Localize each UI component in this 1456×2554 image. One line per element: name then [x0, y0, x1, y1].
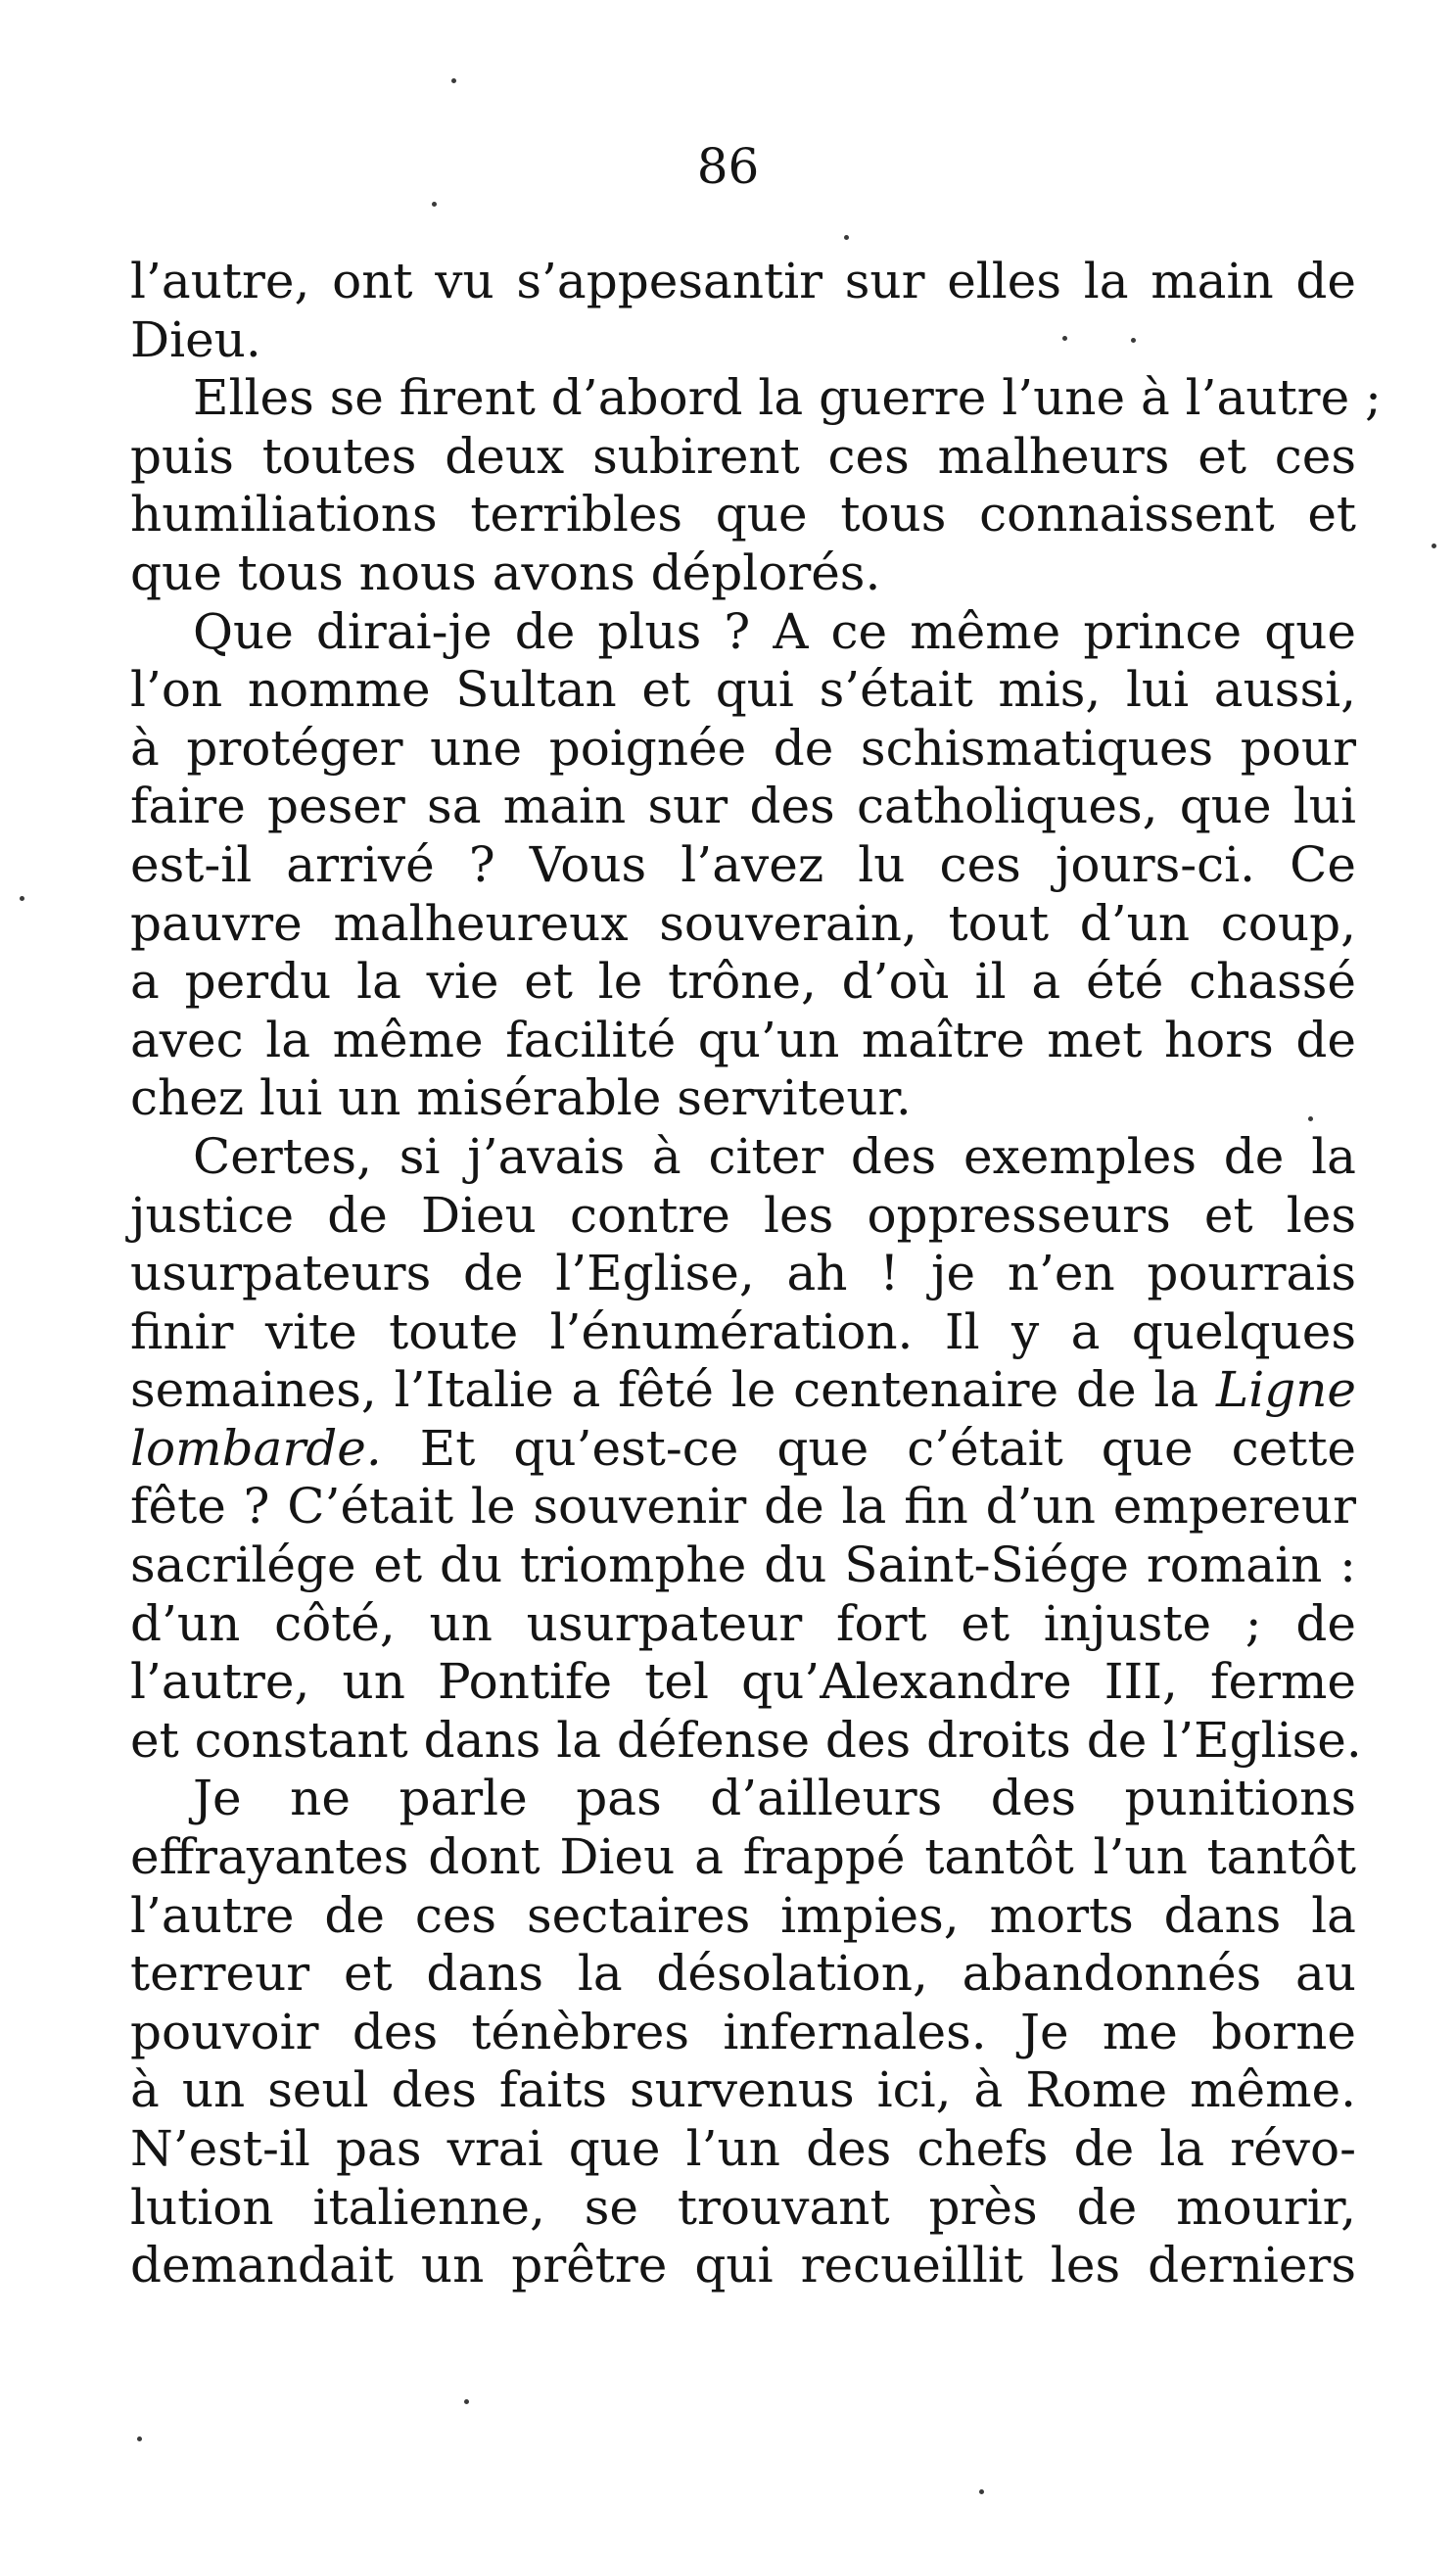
text-line — [130, 253, 1356, 311]
print-speck — [464, 2399, 469, 2404]
print-speck — [20, 896, 24, 901]
text-line — [130, 1187, 1356, 1246]
text-run: Et qu’est-ce que c’était que cette — [381, 1419, 1356, 1477]
text-run: lution italienne, se trouvant près de mourir, — [130, 2178, 1356, 2236]
text-line — [130, 661, 1356, 720]
text-line — [130, 1887, 1356, 1946]
text-line — [130, 2120, 1356, 2179]
text-run: terreur et dans la désolation, abandonnés au — [130, 1945, 1356, 2003]
text-line — [130, 895, 1356, 954]
text-run: semaines, l’Italie a fêté le centenaire de la — [130, 1361, 1216, 1419]
text-line — [130, 2237, 1356, 2295]
text-run: usurpateurs de l’Eglise, ah ! je n’en pourrais — [130, 1245, 1356, 1302]
text-line — [130, 2179, 1356, 2238]
text-line — [130, 1361, 1356, 1420]
text-run: l’autre de ces sectaires impies, morts dans la — [130, 1886, 1356, 1944]
body-text — [130, 253, 1382, 2295]
text-line — [130, 1478, 1356, 1537]
text-line — [130, 369, 1382, 428]
text-line — [130, 836, 1356, 895]
print-speck — [451, 78, 456, 83]
text-run: justice de Dieu contre les oppresseurs et les — [130, 1186, 1356, 1244]
text-run: fête ? C’était le souvenir de la fin d’un empereur — [130, 1478, 1356, 1536]
text-run: que tous nous avons déplorés. — [130, 544, 881, 601]
text-run: Elles se firent d’abord la guerre l’une à l’autre ; — [193, 369, 1382, 427]
text-line — [130, 1303, 1356, 1362]
text-run: à un seul des faits survenus ici, à Rome même. — [130, 2061, 1356, 2119]
text-line — [130, 1245, 1356, 1303]
text-run: pouvoir des ténèbres infernales. Je me borne — [130, 2003, 1356, 2060]
print-speck — [432, 202, 437, 207]
text-run: Certes, si j’avais à citer des exemples de la — [193, 1127, 1356, 1185]
text-run: l’autre, un Pontife tel qu’Alexandre III, ferme — [130, 1653, 1356, 1711]
text-run: chez lui un misérable serviteur. — [130, 1069, 912, 1127]
text-line — [130, 486, 1356, 544]
italic-text: Ligne — [1216, 1361, 1356, 1419]
text-line — [130, 1012, 1356, 1070]
text-line — [130, 1128, 1356, 1187]
print-speck — [1131, 338, 1136, 343]
text-line — [130, 311, 1356, 370]
text-line — [130, 603, 1356, 662]
text-line — [130, 1420, 1356, 1479]
text-line — [130, 720, 1356, 779]
text-line — [130, 1069, 1356, 1128]
text-run: Que dirai-je de plus ? A ce même prince que — [193, 602, 1356, 660]
italic-text: lombarde. — [130, 1419, 382, 1477]
text-run: d’un côté, un usurpateur fort et injuste ; de — [130, 1594, 1356, 1652]
text-run: humiliations terribles que tous connaissent et — [130, 486, 1356, 544]
text-line — [130, 1653, 1356, 1712]
text-run: finir vite toute l’énumération. Il y a quelques — [130, 1302, 1356, 1360]
print-speck — [1308, 1116, 1313, 1121]
text-line — [130, 953, 1356, 1012]
text-line — [130, 1770, 1356, 1828]
text-line — [130, 2004, 1356, 2062]
page-number: 86 — [696, 138, 760, 195]
print-speck — [979, 2489, 984, 2494]
text-run: effrayantes dont Dieu a frappé tantôt l’un tantôt — [130, 1828, 1356, 1886]
print-speck — [844, 235, 849, 240]
print-speck — [1432, 544, 1436, 548]
text-line — [130, 2061, 1356, 2120]
text-run: Je ne parle pas d’ailleurs des punitions — [193, 1770, 1356, 1827]
text-run: sacrilége et du triomphe du Saint-Siége romain : — [130, 1537, 1356, 1594]
print-speck — [1062, 336, 1067, 341]
text-run: à protéger une poignée de schismatiques pour — [130, 719, 1356, 777]
text-run: avec la même facilité qu’un maître met hors de — [130, 1011, 1356, 1068]
text-line — [130, 1828, 1356, 1887]
text-run: faire peser sa main sur des catholiques, que lui — [130, 778, 1356, 835]
text-run: l’autre, ont vu s’appesantir sur elles la main de — [130, 253, 1356, 309]
text-line — [130, 1945, 1356, 2004]
text-line — [130, 544, 1356, 603]
text-run: pauvre malheureux souverain, tout d’un coup, — [130, 894, 1356, 952]
text-run: Dieu. — [130, 310, 261, 368]
text-line — [130, 1595, 1356, 1654]
text-run: a perdu la vie et le trône, d’où il a été chassé — [130, 953, 1356, 1011]
text-line — [130, 1537, 1356, 1595]
text-run: N’est-il pas vrai que l’un des chefs de la révo- — [130, 2120, 1356, 2177]
text-run: l’on nomme Sultan et qui s’était mis, lui aussi, — [130, 661, 1356, 719]
print-speck — [137, 2436, 142, 2441]
text-run: demandait un prêtre qui recueillit les derniers — [130, 2237, 1356, 2294]
text-line — [130, 428, 1356, 487]
text-run: est-il arrivé ? Vous l’avez lu ces jours-ci. Ce — [130, 835, 1356, 893]
text-line — [130, 1711, 1362, 1771]
text-line — [130, 778, 1356, 836]
text-run: puis toutes deux subirent ces malheurs et ces — [130, 427, 1356, 485]
text-run: et constant dans la défense des droits de l’Eglise. — [130, 1711, 1362, 1769]
